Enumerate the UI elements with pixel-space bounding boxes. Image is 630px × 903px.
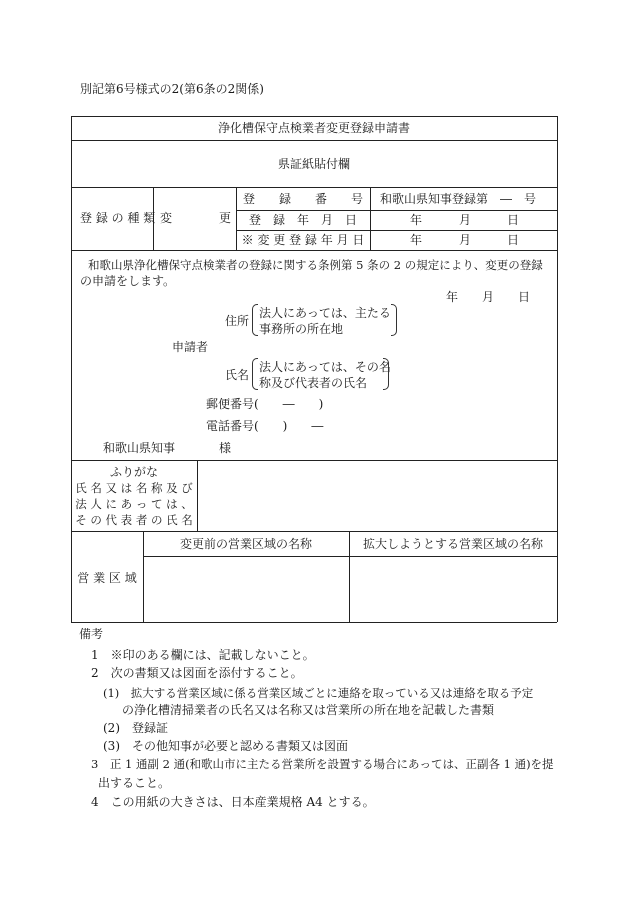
registration-date-month: 月: [459, 213, 472, 227]
applicant-label: 申請者: [172, 340, 209, 354]
name-bracket-left: [252, 358, 258, 390]
application-date-year: 年: [446, 290, 459, 304]
stamp-field-label: 県証紙貼付欄: [277, 157, 350, 171]
address-label: 住所: [225, 314, 250, 328]
registration-type-value: 変: [160, 211, 173, 225]
change-date-day: 日: [507, 233, 520, 247]
note-3: 3 正 1 通副 2 通(和歌山市に主たる営業所を設置する場合にあっては、正副各 1 通)を提: [91, 757, 554, 771]
form-title: 浄化槽保守点検業者変更登録申請書: [217, 121, 410, 135]
application-date-day: 日: [518, 290, 531, 304]
form-reference: 別記第6号様式の2(第6条の2関係): [80, 82, 264, 96]
note-2-2: (2) 登録証: [103, 721, 168, 735]
change-date-label: ※ 変 更 登 録 年 月 日: [241, 233, 365, 247]
corporation-label: 法 人 に あ っ て は 、: [75, 497, 193, 511]
addressee: 和歌山県知事: [103, 441, 176, 455]
name-note-2: 称及び代表者の氏名: [259, 376, 368, 390]
notes-heading: 備考: [79, 627, 104, 641]
address-note-1: 法人にあっては、主たる: [259, 306, 391, 320]
furigana-label: ふりがな: [109, 465, 158, 479]
note-2-1: (1) 拡大する営業区域に係る営業区域ごとに連絡を取っている又は連絡を取る予定: [103, 686, 534, 700]
address-bracket-right: [391, 304, 397, 336]
note-4: 4 この用紙の大きさは、日本産業規格 A4 とする。: [91, 795, 375, 809]
postal-code-field: 郵便番号( ― ): [206, 397, 324, 411]
note-2: 2 次の書類又は図面を添付すること。: [91, 666, 303, 680]
registration-date-label: 登 録 年 月 日: [248, 213, 357, 227]
address-bracket-left: [252, 304, 258, 336]
name-or-entity-label: 氏 名 又 は 名 称 及 び: [75, 481, 193, 495]
area-expand-header: 拡大しようとする営業区域の名称: [362, 537, 543, 551]
note-3-cont: 出すること。: [98, 776, 171, 790]
application-date-month: 月: [482, 290, 495, 304]
note-2-1-cont: の浄化槽清掃業者の氏名又は名称又は営業所の所在地を記載した書類: [122, 703, 495, 717]
declaration-text-1: 和歌山県浄化槽保守点検業者の登録に関する条例第 5 条の 2 の規定により、変更の登録: [88, 258, 543, 272]
address-note-2: 事務所の所在地: [259, 322, 344, 336]
note-2-3: (3) その他知事が必要と認める書類又は図面: [103, 739, 348, 753]
change-date-month: 月: [459, 233, 472, 247]
addressee-honorific: 様: [219, 441, 232, 455]
name-note-1: 法人にあっては、その名: [259, 360, 391, 374]
registration-number-label: 登 録 番 号: [242, 192, 363, 206]
name-label: 氏名: [225, 368, 250, 382]
business-area-label: 営 業 区 域: [77, 571, 137, 585]
registration-type-label: 登 録 の 種 類: [80, 211, 156, 225]
declaration-text-2: の申請をします。: [80, 274, 176, 288]
representative-label: そ の 代 表 者 の 氏 名: [75, 513, 193, 527]
area-before-header: 変更前の営業区域の名称: [179, 537, 312, 551]
registration-number-value: 和歌山県知事登録第 ― 号: [380, 192, 537, 206]
registration-type-value-2: 更: [219, 211, 232, 225]
change-date-year: 年: [410, 233, 423, 247]
phone-number-field: 電話番号( ) ―: [206, 419, 324, 433]
name-bracket-right: [383, 358, 389, 390]
note-1: 1 ※印のある欄には、記載しないこと。: [91, 648, 315, 662]
registration-date-year: 年: [410, 213, 423, 227]
registration-date-day: 日: [507, 213, 520, 227]
